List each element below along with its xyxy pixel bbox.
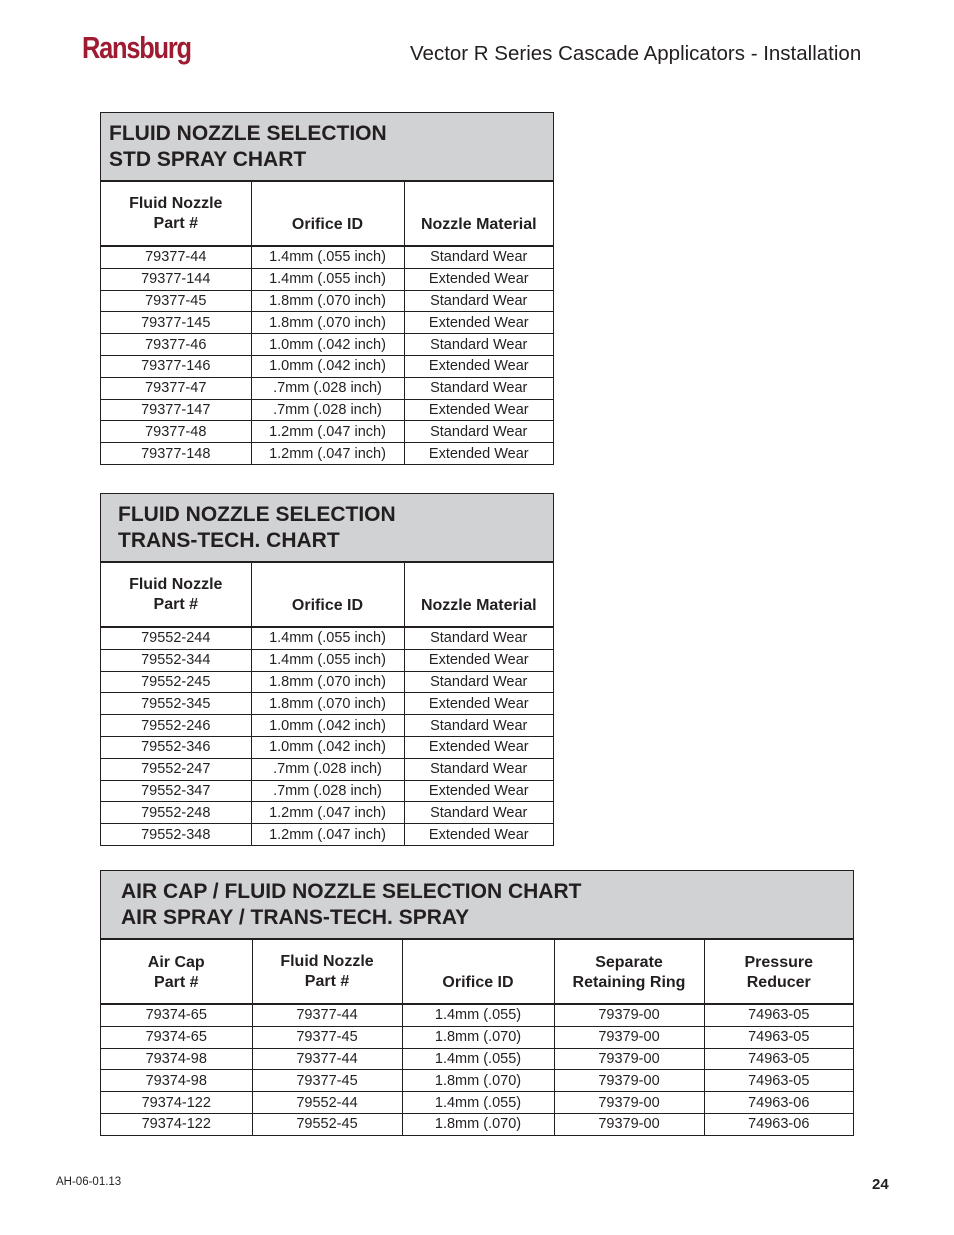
col-header: Nozzle Material xyxy=(404,563,553,627)
table-row xyxy=(101,1070,853,1092)
table-cell: 74963-06 xyxy=(704,1113,853,1134)
table-row xyxy=(101,246,553,268)
table-row xyxy=(101,312,553,334)
tt-chart-header xyxy=(101,494,553,563)
table-cell: 79377-46 xyxy=(101,334,251,356)
col-header: Fluid Nozzle Part # xyxy=(252,940,402,1004)
table-cell: .7mm (.028 inch) xyxy=(251,399,404,421)
table-cell: 79377-44 xyxy=(252,1004,402,1026)
table-cell: Extended Wear xyxy=(404,355,553,377)
table-row xyxy=(101,421,553,443)
table-row xyxy=(101,715,553,737)
table-cell: 1.4mm (.055 inch) xyxy=(251,627,404,649)
table-cell: 1.8mm (.070) xyxy=(402,1026,554,1048)
table-cell: 79379-00 xyxy=(554,1004,704,1026)
table-cell: Standard Wear xyxy=(404,802,553,824)
table-row xyxy=(101,290,553,312)
table-cell: 79552-245 xyxy=(101,671,251,693)
tt-chart-title-line1: FLUID NOZZLE SELECTION xyxy=(118,502,396,526)
aircap-chart-title-line2: AIR SPRAY / TRANS-TECH. SPRAY xyxy=(121,905,470,929)
table-row xyxy=(101,736,553,758)
ransburg-logo: Ransburg xyxy=(82,30,191,65)
table-cell: 74963-05 xyxy=(704,1070,853,1092)
table-cell: 79379-00 xyxy=(554,1026,704,1048)
table-cell: 1.4mm (.055) xyxy=(402,1092,554,1114)
tt-chart-table xyxy=(101,563,553,845)
table-cell: Extended Wear xyxy=(404,649,553,671)
table-cell: 79552-44 xyxy=(252,1092,402,1114)
table-cell: 79379-00 xyxy=(554,1113,704,1134)
table-cell: Extended Wear xyxy=(404,399,553,421)
table-row xyxy=(101,671,553,693)
aircap-chart-table xyxy=(101,940,853,1135)
table-cell: 79377-145 xyxy=(101,312,251,334)
table-cell: Standard Wear xyxy=(404,246,553,268)
col-header: Orifice ID xyxy=(251,182,404,246)
table-cell: 79552-248 xyxy=(101,802,251,824)
table-cell: Extended Wear xyxy=(404,443,553,464)
table-row xyxy=(101,1092,853,1114)
table-cell: Standard Wear xyxy=(404,671,553,693)
table-cell: .7mm (.028 inch) xyxy=(251,780,404,802)
table-cell: 1.8mm (.070 inch) xyxy=(251,290,404,312)
table-row xyxy=(101,399,553,421)
std-chart-title-line2: STD SPRAY CHART xyxy=(109,147,307,171)
std-chart-header xyxy=(101,113,553,182)
table-cell: 1.8mm (.070 inch) xyxy=(251,693,404,715)
table-cell: Standard Wear xyxy=(404,715,553,737)
table-cell: Extended Wear xyxy=(404,312,553,334)
col-header: Air Cap Part # xyxy=(101,940,252,1004)
table-row xyxy=(101,802,553,824)
table-cell: 1.0mm (.042 inch) xyxy=(251,355,404,377)
table-cell: 1.4mm (.055) xyxy=(402,1004,554,1026)
col-header: Fluid Nozzle Part # xyxy=(101,563,251,627)
table-cell: 79377-144 xyxy=(101,268,251,290)
col-header: Orifice ID xyxy=(251,563,404,627)
table-cell: 1.0mm (.042 inch) xyxy=(251,715,404,737)
table-cell: 79377-45 xyxy=(252,1026,402,1048)
table-cell: 79552-344 xyxy=(101,649,251,671)
table-cell: 79552-348 xyxy=(101,824,251,845)
air-cap-chart xyxy=(100,870,854,1136)
col-header: Pressure Reducer xyxy=(704,940,853,1004)
table-cell: 79379-00 xyxy=(554,1048,704,1070)
table-row xyxy=(101,693,553,715)
table-cell: 1.4mm (.055 inch) xyxy=(251,649,404,671)
table-row xyxy=(101,649,553,671)
col-header: Fluid Nozzle Part # xyxy=(101,182,251,246)
table-cell: Standard Wear xyxy=(404,627,553,649)
tt-chart-body xyxy=(101,627,553,845)
table-cell: 79377-44 xyxy=(252,1048,402,1070)
table-cell: 79552-247 xyxy=(101,758,251,780)
table-cell: 74963-06 xyxy=(704,1092,853,1114)
table-cell: 1.0mm (.042 inch) xyxy=(251,334,404,356)
table-cell: 79374-122 xyxy=(101,1092,252,1114)
table-cell: Extended Wear xyxy=(404,268,553,290)
table-row xyxy=(101,824,553,845)
table-cell: 1.2mm (.047 inch) xyxy=(251,421,404,443)
aircap-chart-header xyxy=(101,871,853,940)
table-row xyxy=(101,268,553,290)
table-cell: 79374-98 xyxy=(101,1048,252,1070)
std-chart-table xyxy=(101,182,553,464)
table-cell: 79374-65 xyxy=(101,1004,252,1026)
table-cell: 79552-246 xyxy=(101,715,251,737)
table-cell: Standard Wear xyxy=(404,421,553,443)
table-row xyxy=(101,1026,853,1048)
table-cell: 79552-346 xyxy=(101,736,251,758)
table-row xyxy=(101,780,553,802)
col-header: Nozzle Material xyxy=(404,182,553,246)
table-cell: 1.0mm (.042 inch) xyxy=(251,736,404,758)
table-row xyxy=(101,1004,853,1026)
table-cell: 74963-05 xyxy=(704,1026,853,1048)
aircap-chart-title-line1: AIR CAP / FLUID NOZZLE SELECTION CHART xyxy=(121,879,582,903)
table-cell: 79377-146 xyxy=(101,355,251,377)
table-cell: 79377-44 xyxy=(101,246,251,268)
table-cell: 1.4mm (.055 inch) xyxy=(251,246,404,268)
table-row xyxy=(101,355,553,377)
tt-chart-title-line2: TRANS-TECH. CHART xyxy=(118,528,340,552)
table-cell: Standard Wear xyxy=(404,334,553,356)
table-row xyxy=(101,334,553,356)
table-cell: 1.4mm (.055 inch) xyxy=(251,268,404,290)
table-cell: 1.8mm (.070 inch) xyxy=(251,671,404,693)
table-cell: Extended Wear xyxy=(404,736,553,758)
document-code: AH-06-01.13 xyxy=(56,1176,122,1188)
table-row xyxy=(101,1048,853,1070)
table-cell: Standard Wear xyxy=(404,377,553,399)
table-row xyxy=(101,443,553,464)
page-number: 24 xyxy=(872,1176,889,1193)
table-cell: 79374-65 xyxy=(101,1026,252,1048)
table-row xyxy=(101,758,553,780)
table-cell: 79552-244 xyxy=(101,627,251,649)
table-cell: 79552-345 xyxy=(101,693,251,715)
table-cell: 79379-00 xyxy=(554,1070,704,1092)
table-cell: 79552-45 xyxy=(252,1113,402,1134)
aircap-chart-body xyxy=(101,1004,853,1135)
std-chart-body xyxy=(101,246,553,464)
document-title: Vector R Series Cascade Applicators - Installation xyxy=(410,42,862,65)
table-cell: 74963-05 xyxy=(704,1048,853,1070)
table-cell: .7mm (.028 inch) xyxy=(251,377,404,399)
table-row xyxy=(101,377,553,399)
table-cell: Standard Wear xyxy=(404,758,553,780)
col-header: Separate Retaining Ring xyxy=(554,940,704,1004)
std-spray-chart xyxy=(100,112,554,465)
table-cell: 1.8mm (.070) xyxy=(402,1113,554,1134)
table-cell: 79377-45 xyxy=(101,290,251,312)
trans-tech-chart xyxy=(100,493,554,846)
table-cell: 1.4mm (.055) xyxy=(402,1048,554,1070)
table-cell: 79374-122 xyxy=(101,1113,252,1134)
table-cell: 79377-47 xyxy=(101,377,251,399)
table-cell: Extended Wear xyxy=(404,780,553,802)
table-cell: Extended Wear xyxy=(404,824,553,845)
table-row xyxy=(101,1113,853,1134)
table-cell: 79377-45 xyxy=(252,1070,402,1092)
table-row xyxy=(101,627,553,649)
table-cell: 1.2mm (.047 inch) xyxy=(251,443,404,464)
table-cell: 1.2mm (.047 inch) xyxy=(251,824,404,845)
table-cell: 1.2mm (.047 inch) xyxy=(251,802,404,824)
table-cell: 1.8mm (.070) xyxy=(402,1070,554,1092)
table-cell: Standard Wear xyxy=(404,290,553,312)
table-cell: 79377-147 xyxy=(101,399,251,421)
table-cell: 79552-347 xyxy=(101,780,251,802)
table-cell: 79377-148 xyxy=(101,443,251,464)
std-chart-title-line1: FLUID NOZZLE SELECTION xyxy=(109,121,387,145)
table-cell: 79377-48 xyxy=(101,421,251,443)
col-header: Orifice ID xyxy=(402,940,554,1004)
table-cell: Extended Wear xyxy=(404,693,553,715)
table-cell: 74963-05 xyxy=(704,1004,853,1026)
table-cell: 79379-00 xyxy=(554,1092,704,1114)
table-cell: 1.8mm (.070 inch) xyxy=(251,312,404,334)
table-cell: .7mm (.028 inch) xyxy=(251,758,404,780)
table-cell: 79374-98 xyxy=(101,1070,252,1092)
